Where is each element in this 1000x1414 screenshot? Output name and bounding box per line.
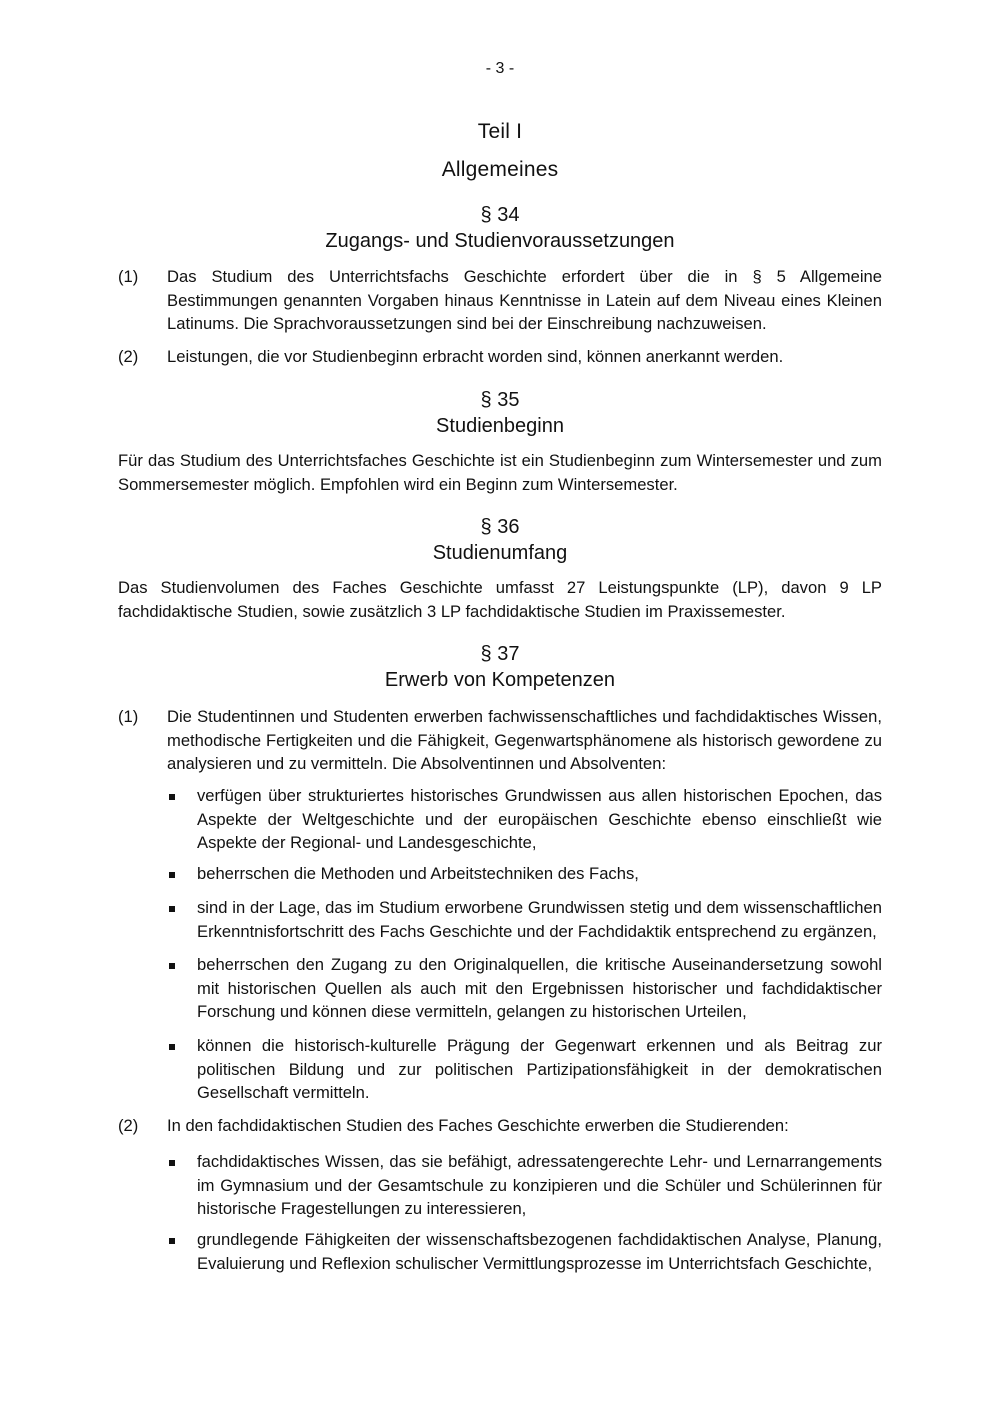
bullet-icon — [169, 1238, 175, 1244]
page-number: - 3 - — [485, 60, 515, 77]
list-item: beherrschen den Zugang zu den Originalquellen, die kritische Auseinandersetzung sowohl mit historischen Quellen als auch mit den Ergebnissen historischer und fachdidaktischer Forschung und können diese vermitteln, gelangen zu historischen Urteilen, — [197, 955, 882, 1021]
bullet-icon — [169, 1044, 175, 1050]
list-item: sind in der Lage, das im Studium erworbene Grundwissen stetig und dem wissenschaftlichen Erkenntnisfortschritt des Fachs Geschichte und der Fachdidaktik entsprechend zu ergänzen, — [197, 898, 882, 941]
paragraph-label: (2) — [118, 1116, 139, 1135]
section-35-number: § 35 — [480, 389, 520, 411]
paragraph-label: (2) — [118, 347, 139, 366]
section-36-title: Studienumfang — [432, 542, 568, 564]
bullet-icon — [169, 963, 175, 969]
section-35-text: Für das Studium des Unterrichtsfaches Geschichte ist ein Studienbeginn zum Wintersemester und zum Sommersemester möglich. Empfohlen wird ein Beginn zum Wintersemester. — [118, 451, 882, 494]
paragraph-text: In den fachdidaktischen Studien des Faches Geschichte erwerben die Studierenden: — [167, 1116, 789, 1135]
bullet-icon — [169, 872, 175, 878]
part-title: Teil I — [477, 120, 523, 143]
section-35-title: Studienbeginn — [436, 415, 564, 437]
bullet-icon — [169, 906, 175, 912]
section-36-number: § 36 — [480, 516, 520, 538]
bullet-icon — [169, 1160, 175, 1166]
bullet-icon — [169, 794, 175, 800]
section-37-title: Erwerb von Kompetenzen — [384, 669, 616, 691]
part-subtitle: Allgemeines — [441, 158, 559, 181]
section-34-number: § 34 — [480, 204, 520, 226]
paragraph-text: Das Studium des Unterrichtsfachs Geschichte erfordert über die in § 5 Allgemeine Bestimmungen genannten Vorgaben hinaus Kenntnisse in Latein auf dem Niveau eines Kleinen Latinums. Die Sprachvoraussetzungen sind bei der Einschreibung nachzuweisen. — [167, 267, 882, 333]
section-34-title: Zugangs- und Studienvoraussetzungen — [325, 230, 675, 252]
paragraph-label: (1) — [118, 707, 139, 726]
section-36-text: Das Studienvolumen des Faches Geschichte umfasst 27 Leistungspunkte (LP), davon 9 LP fachdidaktische Studien, sowie zusätzlich 3 LP fachdidaktische Studien im Praxissemester. — [118, 578, 882, 621]
list-item: beherrschen die Methoden und Arbeitstechniken des Fachs, — [197, 864, 639, 883]
list-item: verfügen über strukturiertes historisches Grundwissen aus allen historischen Epochen, das Aspekte der Weltgeschichte und der europäischen Geschichte ebenso einschließt wie Aspekte der Regional- und Landesgeschichte, — [197, 786, 882, 852]
paragraph-text: Leistungen, die vor Studienbeginn erbracht worden sind, können anerkannt werden. — [167, 347, 784, 366]
list-item: fachdidaktisches Wissen, das sie befähigt, adressatengerechte Lehr- und Lernarrangements im Gymnasium und der Gesamtschule zu konzipieren und die Schüler und Schülerinnen für historische Fragestellungen zu interessieren, — [197, 1152, 882, 1218]
list-item: grundlegende Fähigkeiten der wissenschaftsbezogenen fachdidaktischen Analyse, Planung, Evaluierung und Reflexion schulischer Vermittlungsprozesse im Unterrichtsfach Geschichte, — [197, 1230, 882, 1273]
section-37-number: § 37 — [480, 643, 520, 665]
paragraph-label: (1) — [118, 267, 139, 286]
list-item: können die historisch-kulturelle Prägung der Gegenwart erkennen und als Beitrag zur politischen Bildung und zur politischen Partizipationsfähigkeit in der demokratischen Gesellschaft vermitteln. — [197, 1036, 882, 1102]
paragraph-text: Die Studentinnen und Studenten erwerben fachwissenschaftliches und fachdidaktisches Wissen, methodische Fertigkeiten und die Fähigkeit, Gegenwartsphänomene als historisch gewordene zu analysieren und zu vermitteln. Die Absolventinnen und Absolventen: — [167, 707, 882, 773]
